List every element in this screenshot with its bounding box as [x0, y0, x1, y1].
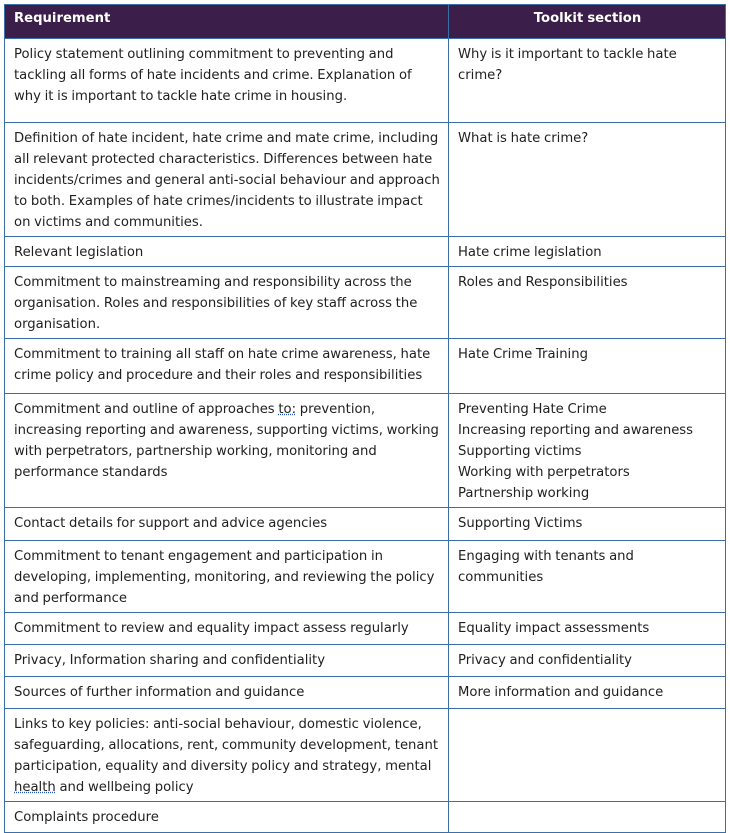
- header-toolkit-section: Toolkit section: [449, 5, 726, 39]
- toolkit-cell: Why is it important to tackle hate crime?: [449, 39, 726, 123]
- table-row: [5, 123, 726, 237]
- requirement-cell: Links to key policies: anti-social behaviour, domestic violence, safeguarding, allocations, rent, community development, tenant participation, equality and diversity policy and strategy, mental health and wellbeing policy: [5, 709, 449, 802]
- toolkit-cell: Hate crime legislation: [449, 237, 726, 267]
- header-row: [5, 5, 726, 39]
- table-row: [5, 709, 726, 802]
- table-row: [5, 677, 726, 709]
- toolkit-cell: [449, 802, 726, 833]
- requirements-table: [4, 4, 726, 833]
- requirement-cell: Contact details for support and advice agencies: [5, 508, 449, 541]
- requirement-cell: Commitment to training all staff on hate crime awareness, hate crime policy and procedure and their roles and responsibilities: [5, 339, 449, 394]
- requirement-cell: Definition of hate incident, hate crime and mate crime, including all relevant protected characteristics. Differences between hate incidents/crimes and general anti-social behaviour and approach to both. Examples of hate crimes/incidents to illustrate impact on victims and communities.: [5, 123, 449, 237]
- toolkit-cell: [449, 394, 726, 508]
- requirement-cell: Relevant legislation: [5, 237, 449, 267]
- requirement-cell: Sources of further information and guidance: [5, 677, 449, 709]
- toolkit-item: Working with perpetrators: [458, 465, 630, 480]
- toolkit-item: Supporting victims: [458, 444, 582, 459]
- table-row: [5, 237, 726, 267]
- toolkit-cell: Engaging with tenants and communities: [449, 541, 726, 613]
- toolkit-cell: Privacy and confidentiality: [449, 645, 726, 677]
- toolkit-item: Preventing Hate Crime: [458, 402, 607, 417]
- toolkit-item: Partnership working: [458, 486, 590, 501]
- table-row: [5, 39, 726, 123]
- table-row: [5, 339, 726, 394]
- requirement-cell: Privacy, Information sharing and confidentiality: [5, 645, 449, 677]
- header-requirement: Requirement: [5, 5, 449, 39]
- requirement-cell: Policy statement outlining commitment to preventing and tackling all forms of hate incidents and crime. Explanation of why it is important to tackle hate crime in housing.: [5, 39, 449, 123]
- requirement-cell: Commitment to review and equality impact assess regularly: [5, 613, 449, 645]
- toolkit-cell: Roles and Responsibilities: [449, 267, 726, 339]
- table-row: [5, 541, 726, 613]
- table-row: [5, 267, 726, 339]
- table-row: [5, 613, 726, 645]
- requirement-cell: Complaints procedure: [5, 802, 449, 833]
- table-row: [5, 802, 726, 833]
- requirement-cell: Commitment to mainstreaming and responsibility across the organisation. Roles and responsibilities of key staff across the organisation.: [5, 267, 449, 339]
- requirement-cell: Commitment and outline of approaches to: prevention, increasing reporting and awareness, supporting victims, working with perpetrators, partnership working, monitoring and performance standards: [5, 394, 449, 508]
- toolkit-cell: Equality impact assessments: [449, 613, 726, 645]
- toolkit-cell: What is hate crime?: [449, 123, 726, 237]
- table-row: [5, 645, 726, 677]
- toolkit-cell: Supporting Victims: [449, 508, 726, 541]
- toolkit-item: Increasing reporting and awareness: [458, 423, 694, 438]
- toolkit-cell: [449, 709, 726, 802]
- toolkit-cell: More information and guidance: [449, 677, 726, 709]
- table-row: [5, 508, 726, 541]
- requirement-cell: Commitment to tenant engagement and participation in developing, implementing, monitoring, and reviewing the policy and performance: [5, 541, 449, 613]
- table-row: [5, 394, 726, 508]
- toolkit-cell: Hate Crime Training: [449, 339, 726, 394]
